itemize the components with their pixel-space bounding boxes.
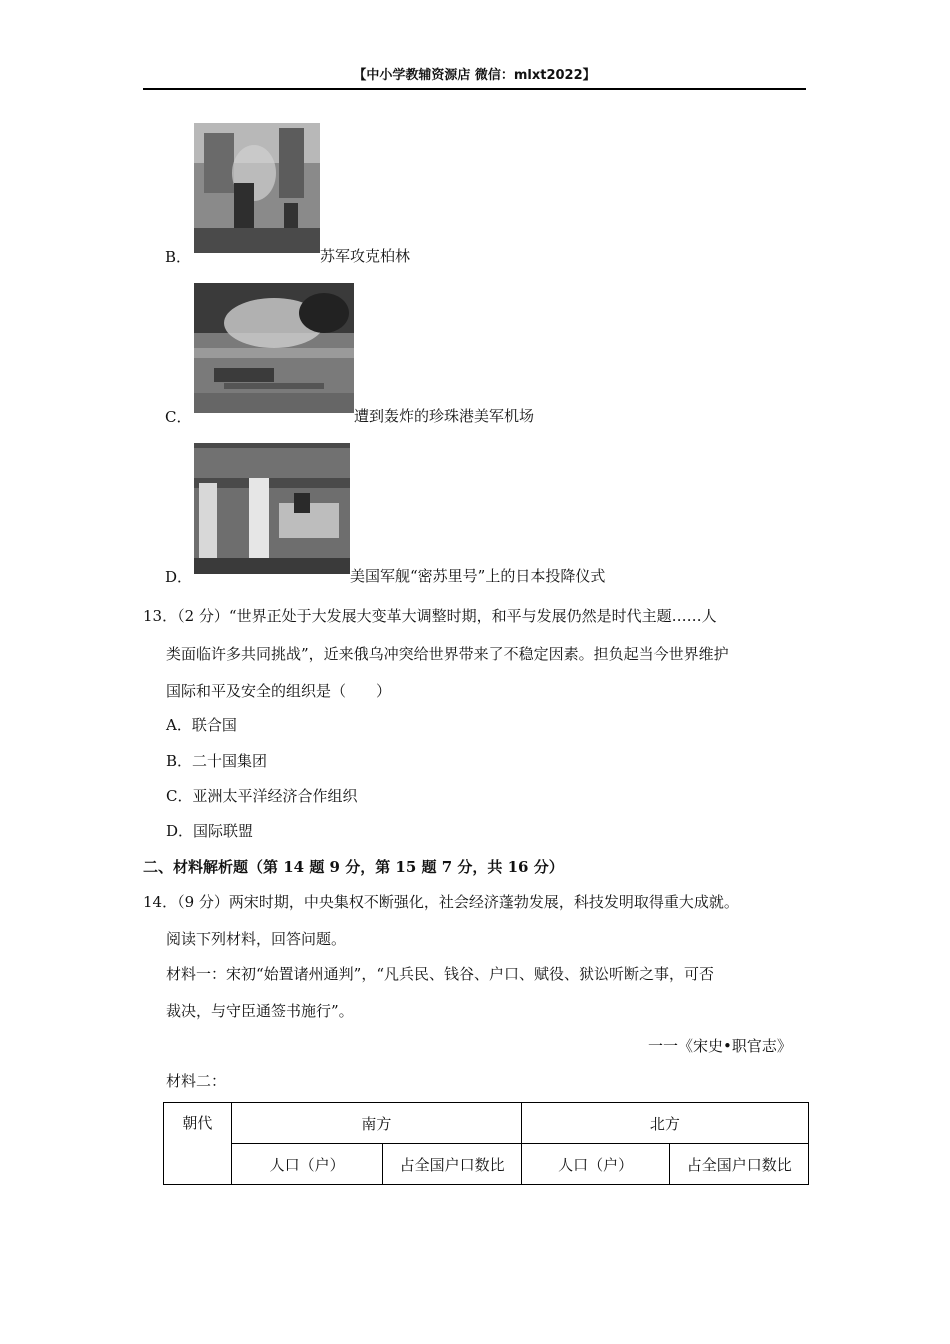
table-row (164, 1103, 809, 1144)
section-title: 二、材料解析题（第 14 题 9 分，第 15 题 7 分，共 16 分） (143, 858, 564, 876)
option-d-caption: 美国军舰“密苏里号”上的日本投降仪式 (350, 567, 606, 585)
surrender-ceremony-photo (194, 443, 350, 574)
table-header-dynasty: 朝代 (164, 1103, 232, 1185)
q13-option-b: B．二十国集团 (166, 752, 268, 770)
q14-line-1: 14．（9 分）两宋时期，中央集权不断强化，社会经济蓬勃发展，科技发明取得重大成就。 (143, 893, 739, 911)
table-header-north: 北方 (521, 1103, 808, 1144)
option-b-caption: 苏军攻克柏林 (320, 247, 411, 265)
option-c-letter: C． (165, 408, 192, 426)
q13-line-1: 13．（2 分）“世界正处于大发展大变革大调整时期，和平与发展仍然是时代主题……人 (143, 607, 717, 625)
option-d-letter: D． (165, 568, 193, 586)
material-2-label: 材料二： (166, 1072, 227, 1090)
q13-option-d: D．国际联盟 (166, 822, 254, 840)
material-1-line-2: 裁决，与守臣通签书施行”。 (166, 1002, 354, 1020)
pearl-harbor-photo (194, 283, 354, 413)
q13-line-3: 国际和平及安全的组织是（ ） (166, 682, 392, 700)
table-subheader-south-population: 人口（户） (231, 1144, 383, 1185)
table-subheader-south-ratio: 占全国户口数比 (383, 1144, 522, 1185)
table-subheader-north-ratio: 占全国户口数比 (670, 1144, 809, 1185)
population-table (163, 1102, 809, 1185)
berlin-battle-photo (194, 123, 320, 253)
table-subheader-north-population: 人口（户） (521, 1144, 670, 1185)
table-row (164, 1144, 809, 1185)
page-header: 【中小学教辅资源店 微信：mlxt2022】 (143, 66, 806, 90)
material-1-line-1: 材料一：宋初“始置诸州通判”，“凡兵民、钱谷、户口、赋役、狱讼听断之事，可否 (166, 965, 715, 983)
option-c-caption: 遭到轰炸的珍珠港美军机场 (354, 407, 535, 425)
table-header-south: 南方 (231, 1103, 521, 1144)
q13-option-a: A．联合国 (166, 716, 237, 734)
material-1-source: 一一《宋史•职官志》 (648, 1037, 792, 1055)
q14-line-2: 阅读下列材料，回答问题。 (166, 930, 347, 948)
q13-option-c: C．亚洲太平洋经济合作组织 (166, 787, 358, 805)
q13-line-2: 类面临许多共同挑战”，近来俄乌冲突给世界带来了不稳定因素。担负起当今世界维护 (166, 645, 729, 663)
option-b-letter: B． (165, 248, 192, 266)
